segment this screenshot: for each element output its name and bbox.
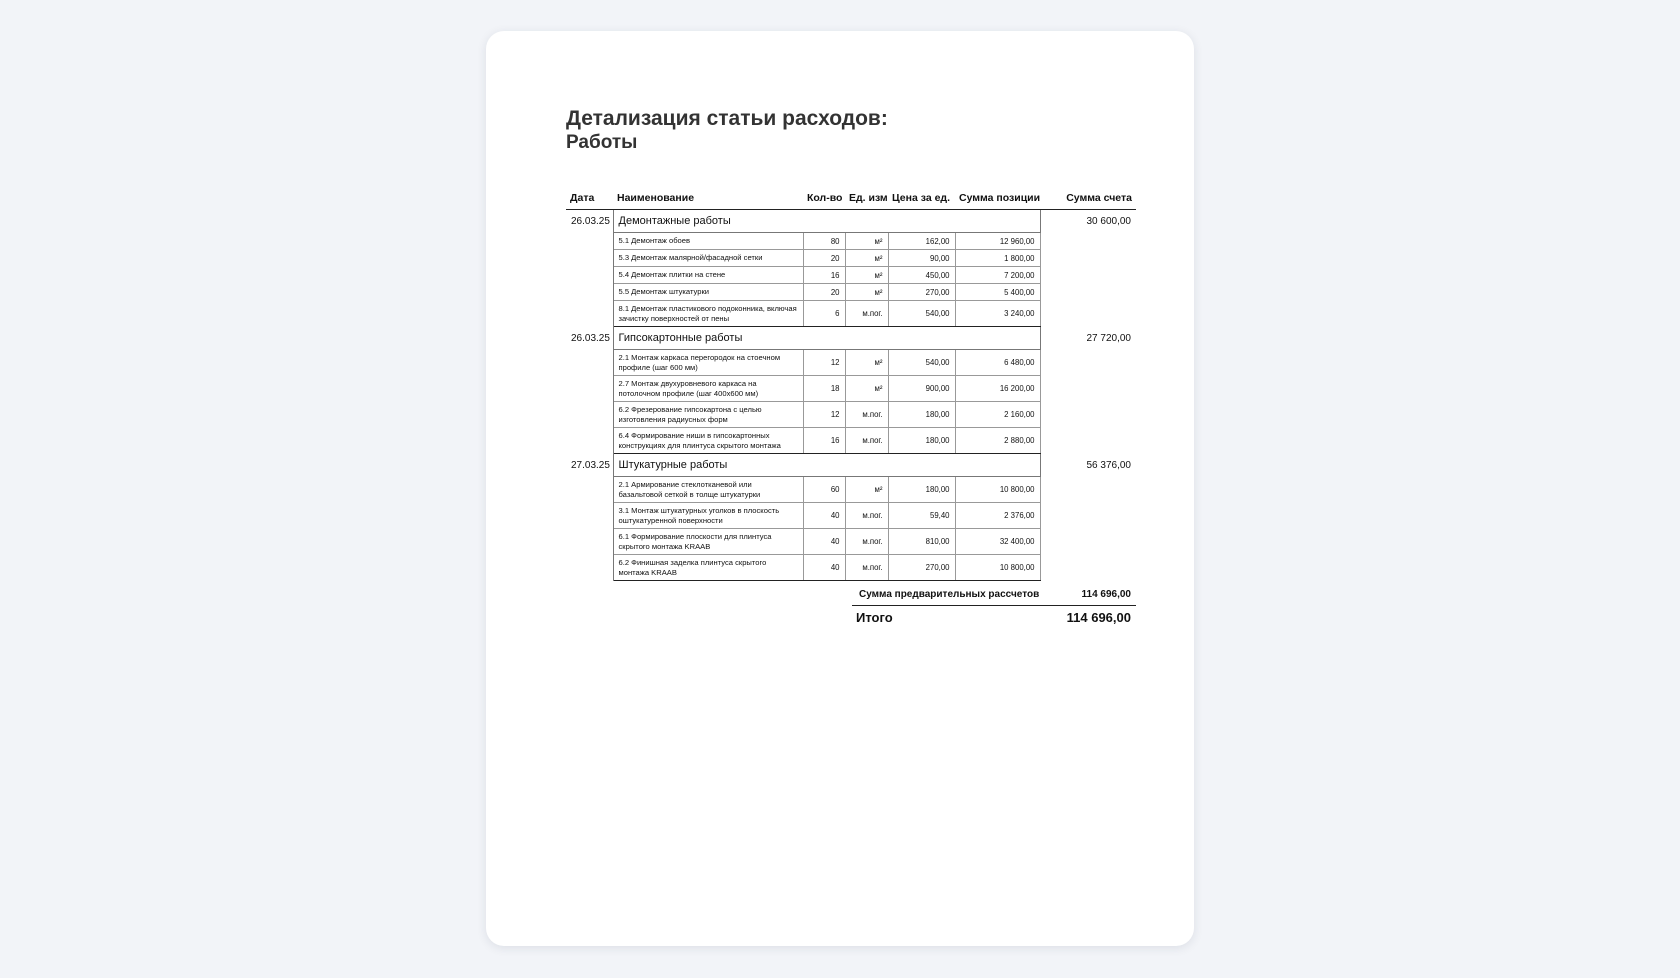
header-date: Дата bbox=[566, 188, 613, 210]
item-sum: 6 480,00 bbox=[955, 350, 1040, 376]
prelim-sum-value: 114 696,00 bbox=[1081, 588, 1131, 600]
group-sum: 30 600,00 bbox=[1086, 216, 1131, 227]
item-sum: 32 400,00 bbox=[955, 529, 1040, 555]
item-name: 3.1 Монтаж штукатурных уголков в плоскость оштукатуренной поверхности bbox=[613, 503, 803, 529]
item-sum: 2 376,00 bbox=[955, 503, 1040, 529]
item-name: 5.5 Демонтаж штукатурки bbox=[613, 284, 803, 301]
item-qty: 18 bbox=[803, 376, 845, 402]
item-qty: 16 bbox=[803, 267, 845, 284]
item-qty: 80 bbox=[803, 233, 845, 250]
item-name: 2.1 Монтаж каркаса перегородок на стоечном профиле (шаг 600 мм) bbox=[613, 350, 803, 376]
item-qty: 16 bbox=[803, 428, 845, 454]
item-unit: м.пог. bbox=[845, 428, 888, 454]
item-name: 5.4 Демонтаж плитки на стене bbox=[613, 267, 803, 284]
document-body bbox=[566, 107, 1136, 628]
group-name: Штукатурные работы bbox=[613, 454, 1040, 477]
item-name: 6.1 Формирование плоскости для плинтуса скрытого монтажа KRAAB bbox=[613, 529, 803, 555]
total-label: Итого bbox=[856, 609, 893, 625]
item-name: 5.3 Демонтаж малярной/фасадной сетки bbox=[613, 250, 803, 267]
document-card bbox=[486, 31, 1194, 946]
item-sum: 7 200,00 bbox=[955, 267, 1040, 284]
item-qty: 20 bbox=[803, 250, 845, 267]
prelim-sum-row bbox=[566, 583, 1136, 605]
item-unit: м² bbox=[845, 233, 888, 250]
document-title: Детализация статьи расходов: bbox=[566, 107, 888, 130]
group-name: Гипсокартонные работы bbox=[613, 327, 1040, 350]
item-qty: 40 bbox=[803, 529, 845, 555]
total-row bbox=[852, 605, 1136, 628]
item-unit: м² bbox=[845, 376, 888, 402]
item-price: 162,00 bbox=[888, 233, 955, 250]
table-header-row bbox=[566, 188, 1136, 210]
item-name: 6.2 Финишная заделка плинтуса скрытого монтажа KRAAB bbox=[613, 555, 803, 581]
header-position-sum: Сумма позиции bbox=[955, 188, 1040, 210]
expense-detail-table bbox=[566, 188, 1136, 581]
item-price: 59,40 bbox=[888, 503, 955, 529]
item-unit: м.пог. bbox=[845, 529, 888, 555]
header-price: Цена за ед. bbox=[888, 188, 955, 210]
item-price: 540,00 bbox=[888, 301, 955, 327]
prelim-sum-label: Сумма предварительных рассчетов bbox=[859, 588, 1040, 600]
total-value: 114 696,00 bbox=[1066, 609, 1131, 625]
item-price: 810,00 bbox=[888, 529, 955, 555]
header-invoice-sum: Сумма счета bbox=[1040, 188, 1136, 210]
item-unit: м.пог. bbox=[845, 301, 888, 327]
item-price: 90,00 bbox=[888, 250, 955, 267]
item-sum: 10 800,00 bbox=[955, 477, 1040, 503]
item-price: 900,00 bbox=[888, 376, 955, 402]
item-unit: м² bbox=[845, 250, 888, 267]
item-price: 180,00 bbox=[888, 428, 955, 454]
item-sum: 2 880,00 bbox=[955, 428, 1040, 454]
item-unit: м² bbox=[845, 477, 888, 503]
header-unit: Ед. изм bbox=[845, 188, 888, 210]
item-qty: 12 bbox=[803, 350, 845, 376]
item-unit: м.пог. bbox=[845, 402, 888, 428]
item-name: 8.1 Демонтаж пластикового подоконника, включая зачистку поверхностей от пены bbox=[613, 301, 803, 327]
group-date: 26.03.25 bbox=[566, 327, 613, 454]
item-price: 450,00 bbox=[888, 267, 955, 284]
item-name: 2.1 Армирование стеклотканевой или базальтовой сеткой в толще штукатурки bbox=[613, 477, 803, 503]
item-unit: м² bbox=[845, 267, 888, 284]
item-price: 180,00 bbox=[888, 402, 955, 428]
item-name: 6.4 Формирование ниши в гипсокартонных конструкциях для плинтуса скрытого монтажа bbox=[613, 428, 803, 454]
group-date: 27.03.25 bbox=[566, 454, 613, 581]
group-row bbox=[566, 327, 1136, 350]
item-qty: 40 bbox=[803, 555, 845, 581]
item-sum: 2 160,00 bbox=[955, 402, 1040, 428]
item-price: 180,00 bbox=[888, 477, 955, 503]
item-sum: 1 800,00 bbox=[955, 250, 1040, 267]
item-sum: 3 240,00 bbox=[955, 301, 1040, 327]
group-sum: 56 376,00 bbox=[1086, 459, 1131, 471]
item-sum: 10 800,00 bbox=[955, 555, 1040, 581]
item-unit: м² bbox=[845, 350, 888, 376]
item-unit: м.пог. bbox=[845, 503, 888, 529]
item-name: 5.1 Демонтаж обоев bbox=[613, 233, 803, 250]
item-price: 540,00 bbox=[888, 350, 955, 376]
header-qty: Кол-во bbox=[803, 188, 845, 210]
item-qty: 12 bbox=[803, 402, 845, 428]
item-qty: 6 bbox=[803, 301, 845, 327]
group-row bbox=[566, 454, 1136, 477]
item-sum: 12 960,00 bbox=[955, 233, 1040, 250]
item-unit: м.пог. bbox=[845, 555, 888, 581]
item-price: 270,00 bbox=[888, 284, 955, 301]
item-price: 270,00 bbox=[888, 555, 955, 581]
item-sum: 5 400,00 bbox=[955, 284, 1040, 301]
item-name: 2.7 Монтаж двухуровневого каркаса на потолочном профиле (шаг 400х600 мм) bbox=[613, 376, 803, 402]
item-sum: 16 200,00 bbox=[955, 376, 1040, 402]
group-date: 26.03.25 bbox=[566, 210, 613, 327]
item-name: 6.2 Фрезерование гипсокартона с целью изготовления радиусных форм bbox=[613, 402, 803, 428]
item-unit: м² bbox=[845, 284, 888, 301]
summary-block bbox=[566, 583, 1136, 628]
item-qty: 60 bbox=[803, 477, 845, 503]
item-qty: 20 bbox=[803, 284, 845, 301]
item-qty: 40 bbox=[803, 503, 845, 529]
group-sum: 27 720,00 bbox=[1086, 332, 1131, 344]
group-name: Демонтажные работы bbox=[613, 210, 1040, 233]
group-row bbox=[566, 210, 1136, 233]
document-subtitle: Работы bbox=[566, 132, 638, 153]
header-name: Наименование bbox=[613, 188, 803, 210]
